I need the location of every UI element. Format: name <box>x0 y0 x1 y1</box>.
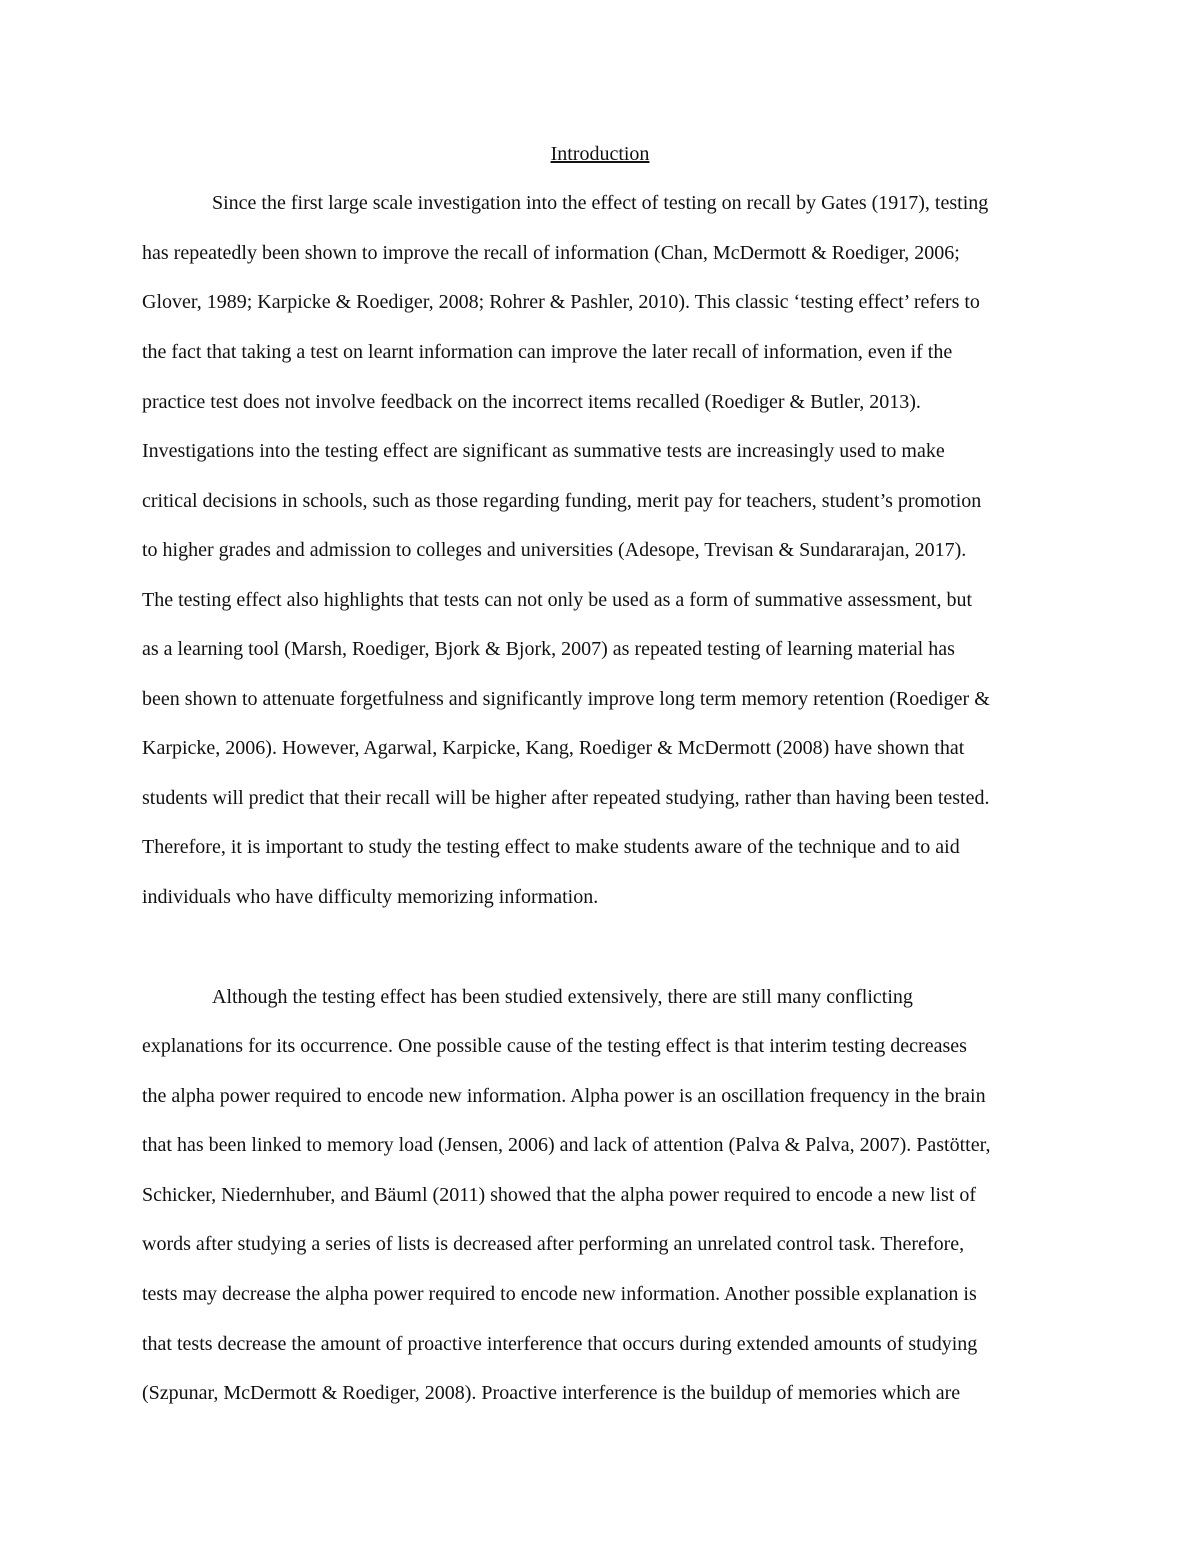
paragraph-2-line-4: that has been linked to memory load (Jensen, 2006) and lack of attention (Palva & Palva, 2007). Pastötter, <box>142 1134 991 1156</box>
paragraph-1-line-4: the fact that taking a test on learnt information can improve the later recall of information, even if the <box>142 341 953 363</box>
paragraph-1-line-15: individuals who have difficulty memorizing information. <box>142 886 599 908</box>
paragraph-2-line-5: Schicker, Niedernhuber, and Bäuml (2011) showed that the alpha power required to encode a new list of <box>142 1184 977 1206</box>
paragraph-1-line-8: to higher grades and admission to colleges and universities (Adesope, Trevisan & Sundararajan, 2017). <box>142 539 967 561</box>
paragraph-2-line-2: explanations for its occurrence. One possible cause of the testing effect is that interim testing decreases <box>142 1035 967 1057</box>
paragraph-1-line-11: been shown to attenuate forgetfulness and significantly improve long term memory retention (Roediger & <box>142 688 990 710</box>
paragraph-1-line-2: has repeatedly been shown to improve the recall of information (Chan, McDermott & Roediger, 2006; <box>142 242 960 264</box>
paragraph-1-line-3: Glover, 1989; Karpicke & Roediger, 2008; Rohrer & Pashler, 2010). This classic ‘testing effect’ refers to <box>142 291 980 313</box>
paragraph-2-line-3: the alpha power required to encode new information. Alpha power is an oscillation frequency in the brain <box>142 1085 986 1107</box>
paragraph-1-line-6: Investigations into the testing effect are significant as summative tests are increasingly used to make <box>142 440 945 462</box>
paragraph-2-line-7: tests may decrease the alpha power required to encode new information. Another possible explanation is <box>142 1283 977 1305</box>
paragraph-1-line-13: students will predict that their recall will be higher after repeated studying, rather than having been tested. <box>142 787 990 809</box>
paragraph-1-line-14: Therefore, it is important to study the testing effect to make students aware of the technique and to aid <box>142 836 960 858</box>
paragraph-2-line-9: (Szpunar, McDermott & Roediger, 2008). Proactive interference is the buildup of memories which are <box>142 1382 961 1404</box>
paragraph-1-line-5: practice test does not involve feedback on the incorrect items recalled (Roediger & Butler, 2013). <box>142 391 921 413</box>
paragraph-1-line-1: Since the first large scale investigation into the effect of testing on recall by Gates (1917), testing <box>212 192 989 214</box>
paragraph-2-line-1: Although the testing effect has been studied extensively, there are still many conflicting <box>212 986 913 1008</box>
section-heading: Introduction <box>550 143 650 165</box>
paragraph-2-line-8: that tests decrease the amount of proactive interference that occurs during extended amounts of studying <box>142 1333 978 1355</box>
paragraph-1-line-12: Karpicke, 2006). However, Agarwal, Karpicke, Kang, Roediger & McDermott (2008) have shown that <box>142 737 965 759</box>
paragraph-2-line-6: words after studying a series of lists is decreased after performing an unrelated control task. Therefore, <box>142 1233 965 1255</box>
paragraph-1-line-9: The testing effect also highlights that tests can not only be used as a form of summative assessment, but <box>142 589 973 611</box>
paragraph-1-line-10: as a learning tool (Marsh, Roediger, Bjork & Bjork, 2007) as repeated testing of learning material has <box>142 638 955 660</box>
paragraph-1-line-7: critical decisions in schools, such as those regarding funding, merit pay for teachers, student’s promotion <box>142 490 982 512</box>
